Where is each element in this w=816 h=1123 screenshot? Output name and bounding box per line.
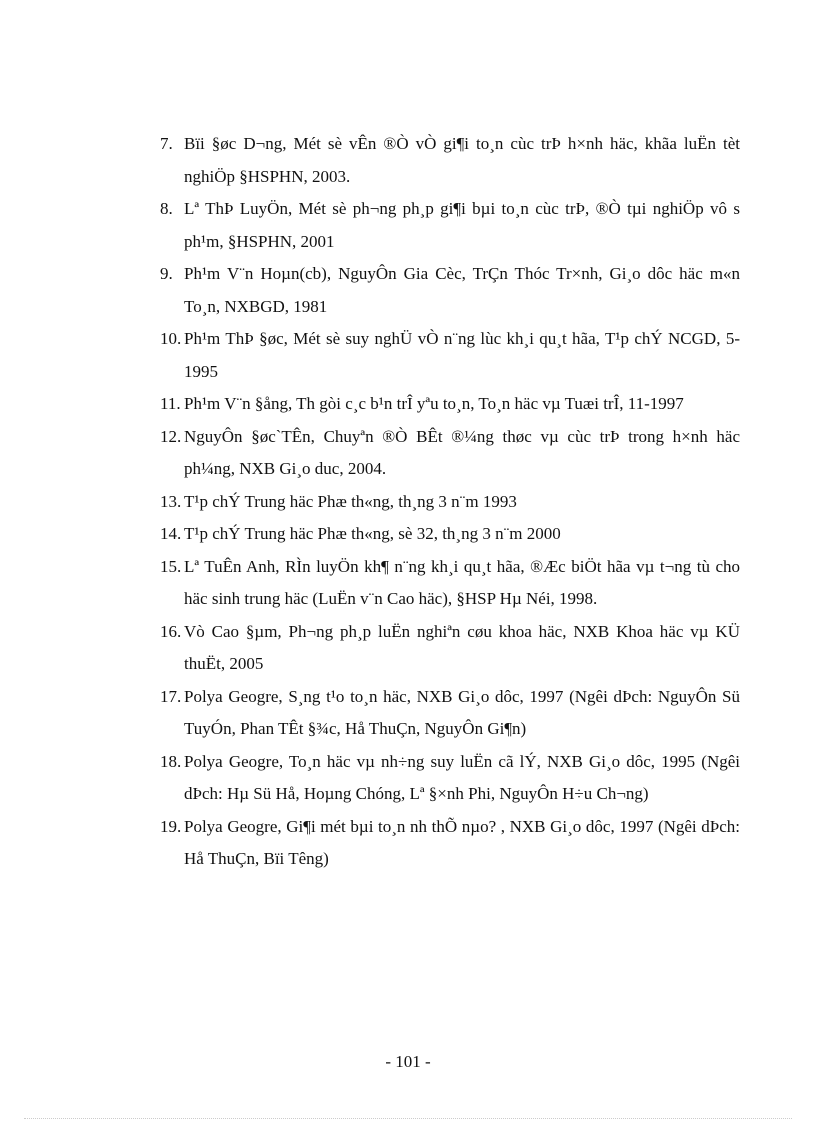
reference-item [160,486,740,519]
reference-text: Ph¹m V¨n §ång, Th gòi c¸c b¹n trÎ yªu to¸n, To¸n häc vµ Tuæi trÎ, 11-1997 [184,394,684,413]
reference-item [160,388,740,421]
reference-item [160,258,740,323]
reference-text: Vò Cao §µm, Ph¬ng ph¸p luËn nghiªn cøu khoa häc, NXB Khoa häc vµ KÜ thuËt, 2005 [184,621,740,673]
reference-text: Ph¹m ThÞ §øc, Mét sè suy nghÜ vÒ n¨ng lùc kh¸i qu¸t hãa, T¹p chÝ NCGD, 5-1995 [184,329,740,381]
reference-item [160,128,740,193]
reference-item [160,746,740,811]
page-number: - 101 - [385,1052,431,1071]
reference-text: Polya Geogre, Gi¶i mét bµi to¸n nh thÕ nµo? , NXB Gi¸o dôc, 1997 (Ngêi dÞch: Hå ThuÇn, Bïi Têng) [184,816,740,868]
reference-item [160,323,740,388]
reference-text: NguyÔn §øc`TÊn, Chuyªn ®Ò BÊt ®¼ng thøc vµ cùc trÞ trong h×nh häc ph¼ng, NXB Gi¸o duc, 2004. [184,426,740,478]
reference-list [160,128,740,876]
bottom-divider [24,1118,792,1119]
reference-text: Lª TuÊn Anh, RÌn luyÖn kh¶ n¨ng kh¸i qu¸t hãa, ®Æc biÖt hãa vµ t¬ng tù cho häc sinh trung häc (LuËn v¨n Cao häc), §HSP Hµ Néi, 1998. [184,556,740,608]
reference-text: Ph¹m V¨n Hoµn(cb), NguyÔn Gia Cèc, TrÇn Thóc Tr×nh, Gi¸o dôc häc m«n To¸n, NXBGD, 1981 [184,264,740,316]
reference-number: 14. [160,524,182,543]
reference-number: 10. [160,329,182,348]
reference-item [160,616,740,681]
reference-number: 18. [160,751,182,771]
reference-text: T¹p chÝ Trung häc Phæ th«ng, sè 32, th¸ng 3 n¨m 2000 [184,524,561,543]
reference-item [160,551,740,616]
reference-number: 7. [160,134,173,153]
reference-number: 16. [160,621,182,641]
reference-text: Lª ThÞ LuyÖn, Mét sè ph¬ng ph¸p gi¶i bµi to¸n cùc trÞ, ®Ò tµi nghiÖp vô s ph¹m, §HSPHN, 2001 [184,199,740,251]
reference-number: 17. [160,686,182,706]
reference-item [160,193,740,258]
reference-item [160,811,740,876]
reference-text: Polya Geogre, S¸ng t¹o to¸n häc, NXB Gi¸o dôc, 1997 (Ngêi dÞch: NguyÔn Sü TuyÓn, Phan TÊt §¾c, Hå ThuÇn, NguyÔn Gi¶n) [184,686,740,738]
reference-item [160,421,740,486]
reference-text: T¹p chÝ Trung häc Phæ th«ng, th¸ng 3 n¨m 1993 [184,491,517,511]
reference-number: 12. [160,426,182,446]
reference-number: 13. [160,491,182,511]
reference-number: 9. [160,264,173,283]
reference-number: 15. [160,556,182,576]
reference-item [160,681,740,746]
reference-number: 19. [160,816,182,836]
reference-text: Bïi §øc D¬ng, Mét sè vÊn ®Ò vÒ gi¶i to¸n cùc trÞ h×nh häc, khãa luËn tèt nghiÖp §HSPHN, 2003. [184,134,740,186]
reference-number: 11. [160,394,181,413]
reference-text: Polya Geogre, To¸n häc vµ nh÷ng suy luËn cã lÝ, NXB Gi¸o dôc, 1995 (Ngêi dÞch: Hµ Sü Hå, Hoµng Chóng, Lª §×nh Phi, NguyÔn H÷u Ch¬ng) [184,751,740,803]
reference-number: 8. [160,199,173,218]
reference-item [160,518,740,551]
